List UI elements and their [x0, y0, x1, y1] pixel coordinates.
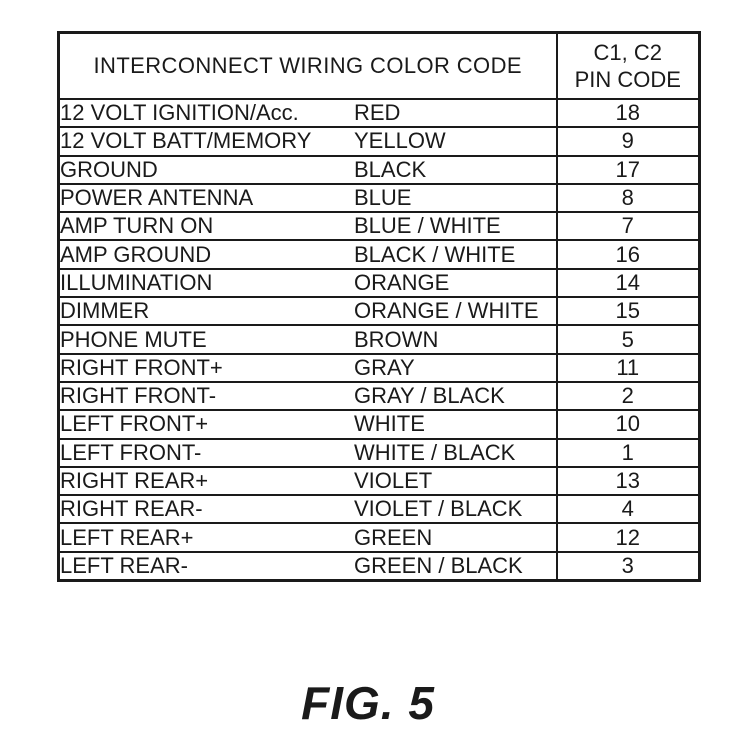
wire-function: RIGHT REAR- — [60, 496, 203, 522]
pin-number: 7 — [557, 212, 700, 240]
wire-color: BLACK — [354, 156, 427, 182]
wire-color: YELLOW — [354, 128, 446, 154]
pin-number: 15 — [557, 297, 700, 325]
pin-header-line2: PIN CODE — [574, 67, 681, 92]
wire-color: WHITE / BLACK — [354, 439, 516, 465]
pin-number: 9 — [557, 127, 700, 155]
pin-number: 10 — [557, 410, 700, 438]
table-row — [59, 410, 700, 438]
table-row — [59, 297, 700, 325]
pin-number: 8 — [557, 184, 700, 212]
wire-color: GREEN / BLACK — [354, 552, 523, 578]
wire-function: DIMMER — [60, 298, 150, 324]
table-row — [59, 552, 700, 581]
pin-number: 16 — [557, 240, 700, 268]
wire-function: 12 VOLT BATT/MEMORY — [60, 128, 312, 154]
wire-color: BLUE — [354, 185, 412, 211]
wire-color: GRAY — [354, 354, 415, 380]
wire-function: POWER ANTENNA — [60, 185, 254, 211]
figure-caption: FIG. 5 — [301, 677, 435, 729]
table-row — [59, 212, 700, 240]
wire-color: BROWN — [354, 326, 439, 352]
pin-number: 18 — [557, 99, 700, 127]
table-row — [59, 523, 700, 551]
table-row — [59, 354, 700, 382]
table-header-row — [59, 33, 700, 100]
table-row — [59, 495, 700, 523]
pin-number: 4 — [557, 495, 700, 523]
wire-function: AMP TURN ON — [60, 213, 214, 239]
table-row — [59, 156, 700, 184]
pin-number: 11 — [557, 354, 700, 382]
wire-color: WHITE — [354, 411, 425, 437]
wire-function: LEFT REAR+ — [60, 524, 194, 550]
wire-function: AMP GROUND — [60, 241, 212, 267]
wire-color: BLUE / WHITE — [354, 213, 501, 239]
wire-color: VIOLET — [354, 468, 433, 493]
wire-function: PHONE MUTE — [60, 326, 207, 352]
table-row — [59, 325, 700, 353]
pin-code-header — [557, 33, 700, 100]
pin-number: 1 — [557, 439, 700, 467]
wire-color: RED — [354, 100, 401, 126]
table-row — [59, 99, 700, 127]
pin-number: 13 — [557, 467, 700, 495]
pin-number: 5 — [557, 325, 700, 353]
wire-function: LEFT FRONT+ — [60, 411, 209, 437]
pin-number: 3 — [557, 552, 700, 581]
wire-function: 12 VOLT IGNITION/Acc. — [60, 100, 299, 126]
wiring-color-code-table — [57, 31, 701, 582]
pin-number: 2 — [557, 382, 700, 410]
wire-function: GROUND — [60, 156, 158, 182]
wire-function: ILLUMINATION — [60, 269, 213, 295]
table-row — [59, 240, 700, 268]
table-title: INTERCONNECT WIRING COLOR CODE — [59, 33, 557, 100]
wire-function: RIGHT FRONT- — [60, 383, 217, 409]
table-row — [59, 439, 700, 467]
pin-number: 12 — [557, 523, 700, 551]
wire-function: RIGHT FRONT+ — [60, 354, 223, 380]
wire-function: LEFT REAR- — [60, 552, 188, 578]
wire-color: ORANGE — [354, 269, 450, 295]
pin-header-line1: C1, C2 — [593, 40, 662, 65]
wire-color: VIOLET / BLACK — [354, 496, 523, 522]
wire-color: GRAY / BLACK — [354, 383, 505, 409]
wire-color: BLACK / WHITE — [354, 241, 516, 267]
wire-color: ORANGE / WHITE — [354, 298, 539, 324]
pin-number: 14 — [557, 269, 700, 297]
table-row — [59, 382, 700, 410]
table-row — [59, 269, 700, 297]
table-row — [59, 467, 700, 495]
wire-color: GREEN — [354, 524, 433, 550]
table-row — [59, 184, 700, 212]
wire-function: LEFT FRONT- — [60, 439, 202, 465]
wire-function: RIGHT REAR+ — [60, 468, 209, 493]
pin-number: 17 — [557, 156, 700, 184]
table-row — [59, 127, 700, 155]
